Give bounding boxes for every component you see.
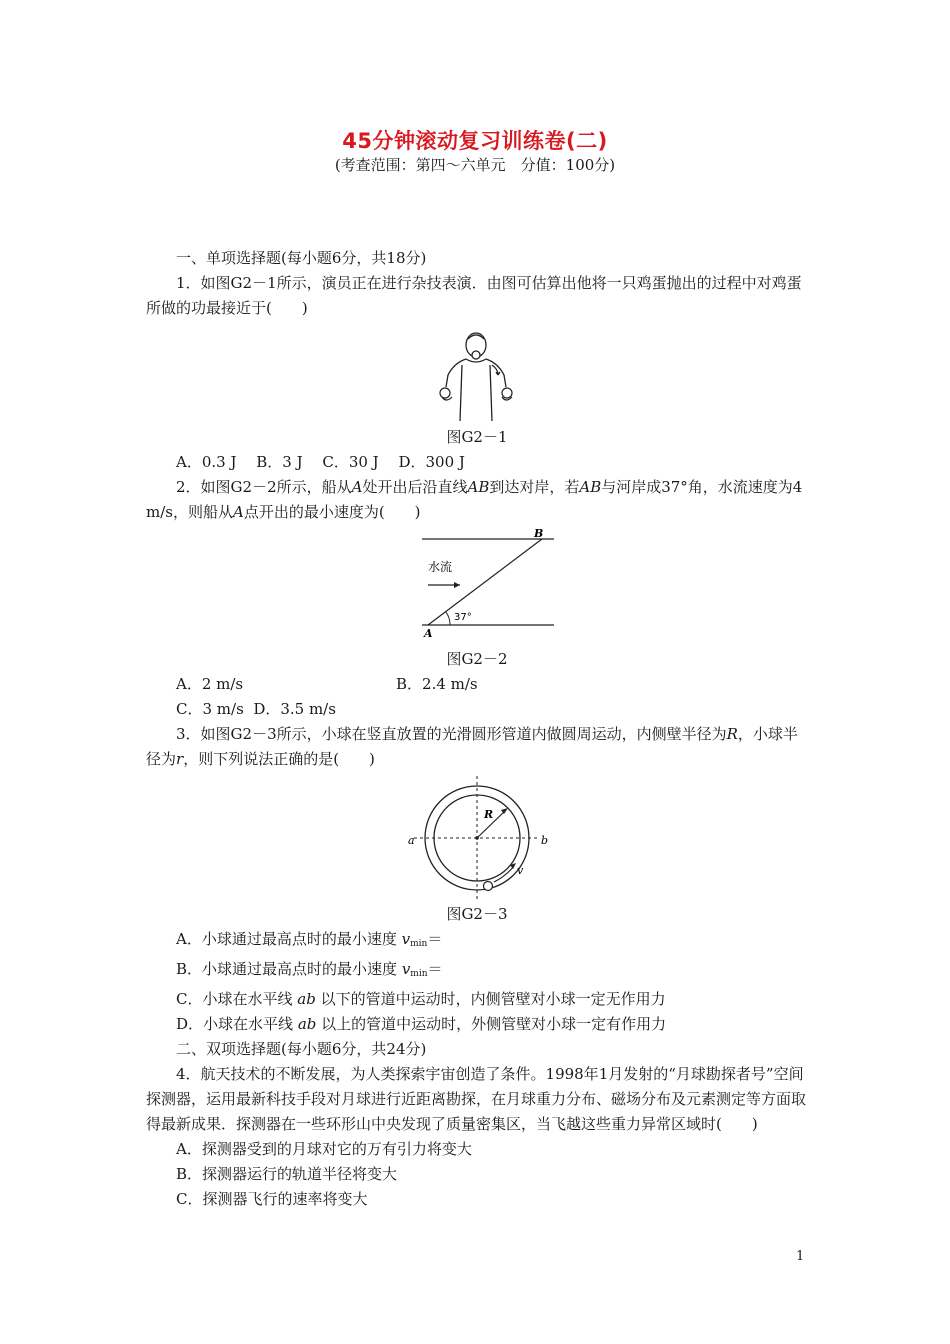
label-a: a [408, 834, 415, 847]
page-title: 45分钟滚动复习训练卷(二) [342, 129, 608, 153]
q3-option-c: C．小球在水平线 ab 以下的管道中运动时，内侧管壁对小球一定无作用力 [176, 990, 666, 1008]
q2-options-row1: A．2 m/s B．2.4 m/s [176, 675, 478, 693]
q3-figure-caption: 图G2－3 [446, 905, 508, 923]
q3-option-d: D．小球在水平线 ab 以上的管道中运动时，外侧管壁对小球一定有作用力 [176, 1015, 667, 1033]
q3-option-b: B．小球通过最高点时的最小速度 $v_{min}=$ [176, 960, 443, 979]
q2-figure-caption: 图G2－2 [446, 650, 508, 668]
q3-text: 3．如图G2－3所示，小球在竖直放置的光滑圆形管道内做圆周运动，内侧壁半径为R，小球半径为r，则下列说法正确的是( ) [146, 725, 798, 768]
q2-text: 2．如图G2－2所示，船从A处开出后沿直线AB到达对岸，若AB与河岸成37°角，水流速度为4 m/s，则船从A点开出的最小速度为( ) [146, 478, 803, 521]
q3-option-a: A．小球通过最高点时的最小速度 $v_{min}=$ [176, 930, 443, 949]
q1-options: A．0.3 J B．3 J C．30 J D．300 J [176, 453, 465, 471]
path-ab-line [428, 539, 542, 625]
section1-heading: 一、单项选择题(每小题6分，共18分) [176, 249, 427, 267]
ball [484, 882, 493, 891]
flow-arrowhead [454, 582, 460, 588]
label-v: v [517, 864, 524, 877]
q4-option-a: A．探测器受到的月球对它的万有引力将变大 [176, 1140, 472, 1158]
section2-heading: 二、双项选择题(每小题6分，共24分) [176, 1040, 427, 1058]
exam-content [146, 246, 808, 1212]
q1-text: 1．如图G2－1所示，演员正在进行杂技表演．由图可估算出他将一只鸡蛋抛出的过程中对鸡蛋所做的功最接近于( ) [146, 274, 802, 317]
q4-option-c: C．探测器飞行的速率将变大 [176, 1190, 368, 1208]
label-angle: 37° [454, 612, 472, 623]
q4-text: 4．航天技术的不断发展，为人类探索宇宙创造了条件。1998年1月发射的“月球勘探者号”空间探测器，运用最新科技手段对月球进行近距离勘探，在月球重力分布、磁场分布及元素测定等方面取得最新成果．探测器在一些环形山中央发现了质量密集区，当飞越这些重力异常区域时( ) [146, 1065, 807, 1133]
velocity-arrow [494, 866, 514, 882]
figure-river-crossing [418, 529, 558, 641]
angle-arc [446, 612, 450, 625]
label-flow: 水流 [428, 560, 453, 574]
page-number: 1 [796, 1249, 805, 1264]
figure-juggler [432, 325, 522, 425]
figure-circular-tube [402, 774, 552, 902]
label-b-point: B [534, 529, 544, 540]
page-subtitle: (考查范围：第四～六单元 分值：100分) [334, 156, 616, 174]
q2-options-row2: C．3 m/s D．3.5 m/s [176, 700, 336, 718]
label-a-point: A [424, 627, 433, 640]
q1-figure-caption: 图G2－1 [446, 428, 508, 446]
label-r: R [484, 808, 494, 821]
q4-option-b: B．探测器运行的轨道半径将变大 [176, 1165, 398, 1183]
label-b: b [541, 834, 549, 847]
